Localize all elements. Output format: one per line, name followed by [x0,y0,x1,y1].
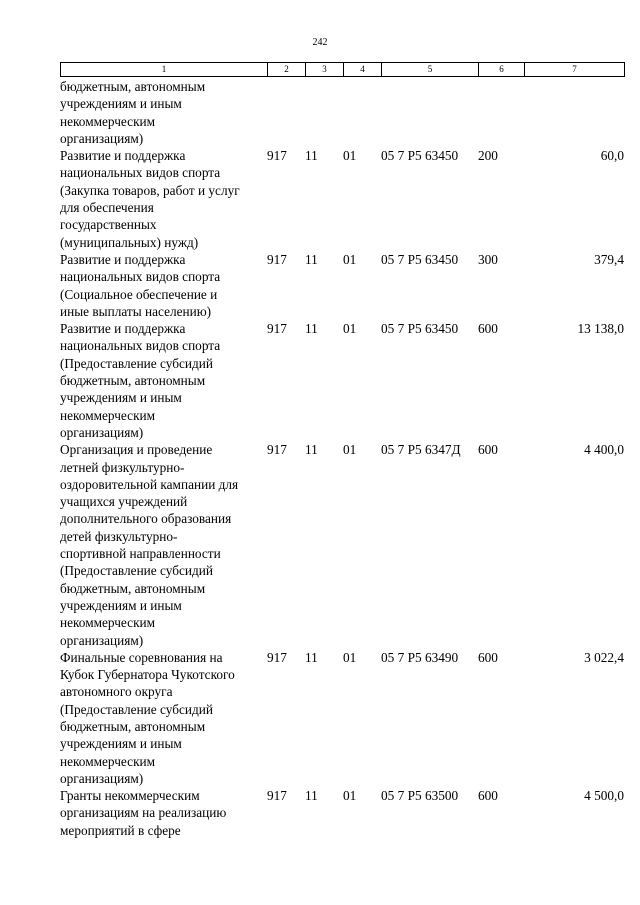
row-cell-6: 600 [478,649,498,665]
table-row [60,251,624,320]
row-cell-7 [524,78,624,147]
header-col-7: 7 [525,63,625,77]
table-row [60,649,624,787]
row-cell-7: 60,0 [600,148,624,164]
row-cell-6: 600 [478,788,498,804]
table-row [60,441,624,649]
row-cell-5: 05 7 P5 63450 [381,251,459,267]
row-cell-5 [381,78,478,147]
row-cell-3: 11 [305,251,318,267]
table-header [60,62,625,77]
row-cell-6: 200 [478,148,498,164]
row-cell-2: 917 [267,321,287,337]
row-cell-3: 11 [305,649,318,665]
row-cell-4: 01 [343,788,357,804]
row-cell-5: 05 7 P5 63490 [381,649,459,665]
row-cell-2: 917 [267,148,287,164]
row-cell-3: 11 [305,148,318,164]
header-row [61,63,625,77]
row-cell-3: 11 [305,321,318,337]
table-row [60,147,624,251]
row-cell-7: 3 022,4 [584,649,624,665]
header-col-1: 1 [61,63,268,77]
row-name-cell: Развитие и поддержка национальных видов спорта (Социальное обеспечение и иные выплаты населению) [60,251,221,319]
row-cell-5: 05 7 P5 63500 [381,788,459,804]
header-col-5: 5 [382,63,479,77]
page-number: 242 [312,37,328,48]
row-cell-4: 01 [343,442,357,458]
row-cell-2: 917 [267,442,287,458]
table-row [60,787,624,839]
row-name-cell: Гранты некоммерческим организациям на реализацию мероприятий в сфере [60,788,227,838]
row-cell-4: 01 [343,321,357,337]
row-cell-7: 4 500,0 [584,788,624,804]
row-cell-3: 11 [305,442,318,458]
header-col-4: 4 [344,63,382,77]
row-name-cell: Финальные соревнования на Кубок Губернатора Чукотского автономного округа (Предоставление субсидий бюджетным, автономным учреждениям и иным некоммерческим организациям) [60,649,235,786]
row-cell-7: 4 400,0 [584,442,624,458]
table-row [60,78,624,147]
row-cell-6: 300 [478,251,498,267]
row-cell-3: 11 [305,788,318,804]
row-name-cell: бюджетным, автономным учреждениям и иным некоммерческим организациям) [60,79,206,146]
header-col-3: 3 [306,63,344,77]
row-cell-5: 05 7 P5 6347Д [381,442,461,458]
row-cell-6: 600 [478,442,498,458]
row-cell-2: 917 [267,788,287,804]
row-cell-6 [478,78,524,147]
budget-table [60,78,624,839]
row-cell-4: 01 [343,649,357,665]
row-cell-2 [267,78,305,147]
row-cell-5: 05 7 P5 63450 [381,321,459,337]
table-row [60,320,624,441]
row-cell-2: 917 [267,649,287,665]
row-cell-2: 917 [267,251,287,267]
row-cell-7: 13 138,0 [577,321,624,337]
row-cell-3 [305,78,343,147]
row-cell-7: 379,4 [594,251,624,267]
row-cell-4 [343,78,381,147]
row-cell-5: 05 7 P5 63450 [381,148,459,164]
row-name-cell: Развитие и поддержка национальных видов спорта (Закупка товаров, работ и услуг для обеспечения государственных (муниципальных) нужд) [60,148,240,250]
row-cell-4: 01 [343,251,357,267]
row-cell-4: 01 [343,148,357,164]
row-cell-6: 600 [478,321,498,337]
header-col-6: 6 [479,63,525,77]
header-col-2: 2 [268,63,306,77]
row-name-cell: Организация и проведение летней физкультурно- оздоровительной кампании для учащихся учреждений дополнительного образования детей физкультурно- спортивной направленности (Предоставление субсидий бюджетным, автономным учреждениям и иным некоммерческим организациям) [60,442,239,648]
row-name-cell: Развитие и поддержка национальных видов спорта (Предоставление субсидий бюджетным, автономным учреждениям и иным некоммерческим организациям) [60,321,221,440]
